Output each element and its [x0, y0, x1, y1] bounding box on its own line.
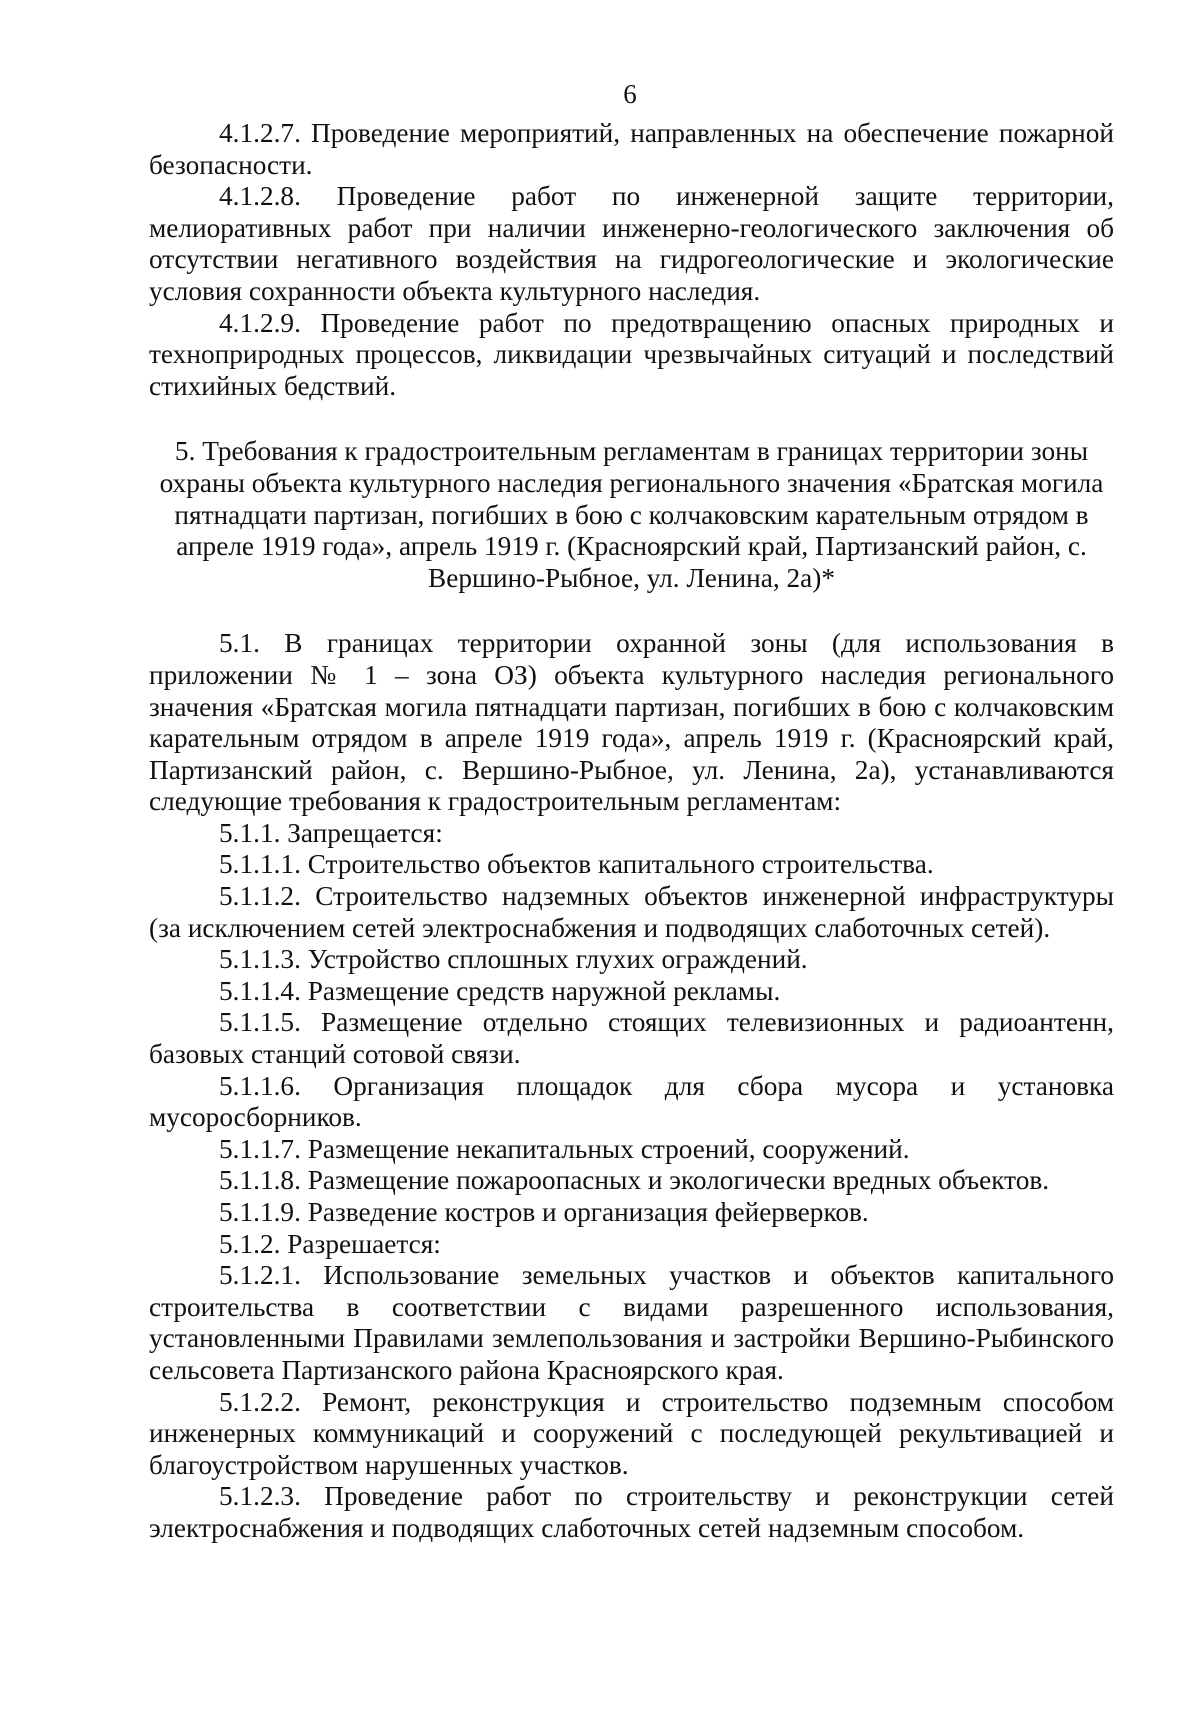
paragraph-4-1-2-7: 4.1.2.7. Проведение мероприятий, направленных на обеспечение пожарной безопасности. — [149, 118, 1114, 180]
paragraph-5-1-1-2: 5.1.1.2. Строительство надземных объектов инженерной инфраструктуры (за исключением сетей электроснабжения и подводящих слаботочных сетей). — [149, 881, 1114, 943]
paragraph-5-1-1: 5.1.1. Запрещается: — [219, 817, 443, 848]
paragraph-4-1-2-9: 4.1.2.9. Проведение работ по предотвращению опасных природных и техноприродных процессов, ликвидации чрезвычайных ситуаций и последствий стихийных бедствий. — [149, 307, 1114, 401]
paragraph-5-1-1-1: 5.1.1.1. Строительство объектов капитального строительства. — [219, 849, 934, 880]
paragraph-5-1-1-6: 5.1.1.6. Организация площадок для сбора мусора и установка мусоросборников. — [149, 1070, 1114, 1133]
paragraph-5-1-2-1: 5.1.2.1. Использование земельных участков и объектов капитального строительства в соответствии с видами разрешенного использования, установленными Правилами землепользования и застройки Вершино-Рыбинского сельсовета Партизанского района Красноярского края. — [149, 1260, 1114, 1385]
document-body — [149, 118, 1114, 1545]
paragraph-5-1-1-3: 5.1.1.3. Устройство сплошных глухих ограждений. — [219, 944, 808, 975]
section-5-heading: 5. Требования к градостроительным регламентам в границах территории зоны охраны объекта культурного наследия регионального значения «Братская могила пятнадцати партизан, погибших в бою с колчаковским карательным отрядом в апреле 1919 года», апрель 1919 г. (Красноярский край, Партизанский район, с. Вершино-Рыбное, ул. Ленина, 2а)* — [159, 436, 1104, 593]
paragraph-5-1-1-7: 5.1.1.7. Размещение некапитальных строений, сооружений. — [219, 1133, 910, 1164]
paragraph-5-1-1-8: 5.1.1.8. Размещение пожароопасных и экологически вредных объектов. — [219, 1165, 1050, 1196]
paragraph-5-1-2-2: 5.1.2.2. Ремонт, реконструкция и строительство подземным способом инженерных коммуникаций и сооружений с последующей рекультивацией и благоустройством нарушенных участков. — [149, 1386, 1114, 1480]
paragraph-5-1: 5.1. В границах территории охранной зоны (для использования в приложении № 1 – зона ОЗ) объекта культурного наследия регионального значения «Братская могила пятнадцати партизан, погибших в бою с колчаковским карательным отрядом в апреле 1919 года», апрель 1919 г. (Красноярский край, Партизанский район, с. Вершино-Рыбное, ул. Ленина, 2а), устанавливаются следующие требования к градостроительным регламентам: — [149, 628, 1114, 817]
paragraph-5-1-1-5: 5.1.1.5. Размещение отдельно стоящих телевизионных и радиоантенн, базовых станций сотовой связи. — [149, 1007, 1114, 1070]
paragraph-5-1-1-9: 5.1.1.9. Разведение костров и организация фейерверков. — [219, 1197, 869, 1227]
paragraph-4-1-2-8: 4.1.2.8. Проведение работ по инженерной защите территории, мелиоративных работ при наличии инженерно-геологического заключения об отсутствии негативного воздействия на гидрогеологические и экологические условия сохранности объекта культурного наследия. — [149, 181, 1114, 306]
paragraph-5-1-2-3: 5.1.2.3. Проведение работ по строительству и реконструкции сетей электроснабжения и подводящих слаботочных сетей надземным способом. — [149, 1481, 1114, 1543]
paragraph-5-1-1-4: 5.1.1.4. Размещение средств наружной рекламы. — [219, 975, 781, 1006]
paragraph-5-1-2: 5.1.2. Разрешается: — [219, 1228, 441, 1259]
page-number: 6 — [623, 79, 637, 109]
